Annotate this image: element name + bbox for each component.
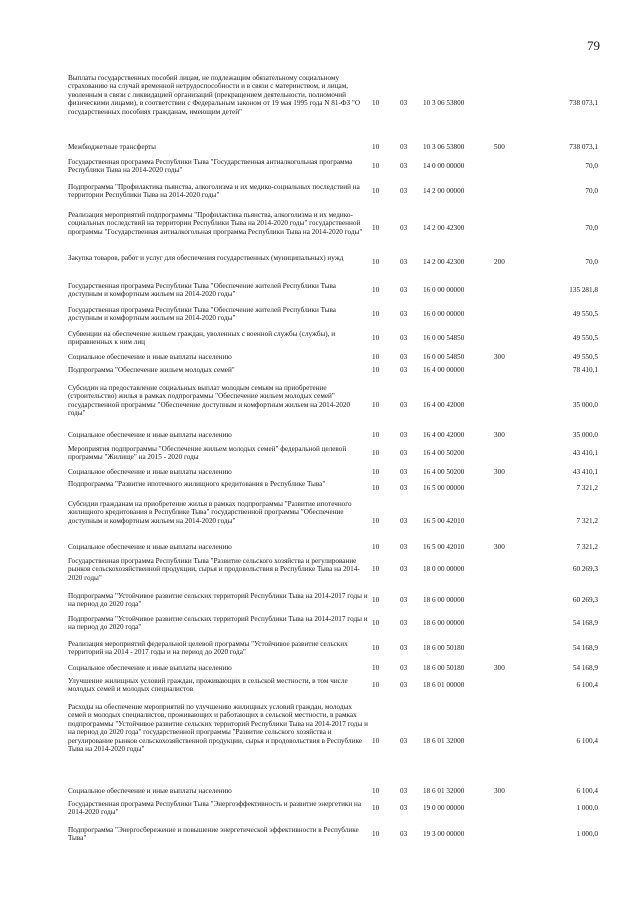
page-number: 79 <box>587 38 600 53</box>
row-name: Государственная программа Республики Тыва "Обеспечение жителей Республики Тыва доступным и комфортным жильем на 2014-2020 годы" <box>68 282 336 299</box>
row-name: Подпрограмма "Устойчивое развитие сельских территорий Республики Тыва на 2014-2017 годы и на период до 2020 года" <box>68 615 368 632</box>
row-name: Государственная программа Республики Тыва "Энергоэффективность и развитие энергетики на 2014-2020 годы" <box>68 800 362 817</box>
row-name: Подпрограмма "Профилактика пьянства, алкоголизма и их медико-социальных последствий на территории Республики Тыва на 2014-2020 годы" <box>68 183 360 200</box>
row-name: Реализация мероприятий федеральной целевой программы "Устойчивое развитие сельских территорий на 2014 - 2017 годы и на период до 2020 года" <box>68 640 348 657</box>
row-name: Субвенции на обеспечение жильем граждан, уволенных с военной службы (службы), и приравненных к ним лиц <box>68 330 336 347</box>
row-name: Мероприятия подпрограммы "Обеспечение жильем молодых семей" федеральной целевой программы "Жилище" на 2015 - 2020 годы <box>68 445 347 462</box>
row-name: Подпрограмма "Обеспечение жильем молодых семей" <box>68 366 235 374</box>
row-name: Социальное обеспечение и иные выплаты населению <box>68 787 232 795</box>
row-name: Государственная программа Республики Тыва "Обеспечение жителей Республики Тыва доступным и комфортным жильем на 2014-2020 годы" <box>68 306 336 323</box>
row-name: Социальное обеспечение и иные выплаты населению <box>68 431 232 439</box>
row-name: Социальное обеспечение и иные выплаты населению <box>68 543 232 551</box>
row-name: Расходы на обеспечение мероприятий по улучшению жилищных условий граждан, молодых семей и молодых специалистов, проживающих и работающих в сельской местности, в рамках подпрограммы "Устойчивое развитие сельских территорий Республики Тыва на 2014-2017 годы и на период до 2020 года" государственной программы "Развитие сельского хозяйства и регулирование рынков сельскохозяйственной продукции, сырья и продовольствия в Республике Тыва на 2014-2020 годы" <box>68 703 368 754</box>
row-name: Выплаты государственных пособий лицам, не подлежащим обязательному социальному страхованию на случай временной нетрудоспособности и в связи с материнством, и лицам, уволенным в связи с ликвидацией организаций (прекращением деятельности, полномочий физическими лицами), в соответствии с Федеральным законом от 19 мая 1995 года N 81-ФЗ "О государственных пособиях гражданам, имеющим детей" <box>68 74 361 116</box>
budget-table: Выплаты государственных пособий лицам, не подлежащим обязательному социальному страхованию на случай временной нетрудоспособности и в связи с материнством, и лицам, уволенным в связи с ликвидацией организаций (прекращением деятельности, полномочий физическими лицами), в соответствии с Федеральным законом от 19 мая 1995 года N 81-ФЗ "О государственных пособиях гражданам, имеющим детей" 10 03 10 3 06 53800 738 073,1 Межбюджетные трансферты 10 03 10 3 06 53800 500 738 073,1 Государственная программа Республики Тыва "Государственная антиалкогольная программа Республики Тыва на 2014-2020 годы" 10 03 14 0 00 00000 70,0 Подпрограмма "Профилактика пьянства, алкоголизма и их медико-социальных последствий на территории Республики Тыва на 2014-2020 годы" 10 03 14 2 00 00000 70,0 Реализация мероприятий подпрограммы "Профилактика пьянства, алкоголизма и их медико-социальных последствий на территории Республики Тыва на 2014-2020 годы" государственной программы "Государственная антиалкогольная программа Республики Тыва на 2014-2020 годы" 10 03 14 2 00 42300 70,0 Закупка товаров, работ и услуг для обеспечения государственных (муниципальных) нужд 10 03 14 2 00 42300 200 70,0 Государственная программа Республики Тыва "Обеспечение жителей Республики Тыва доступным и комфортным жильем на 2014-2020 годы" 10 03 16 0 00 00000 135 281,8 Государственная программа Республики Тыва "Обеспечение жителей Республики Тыва доступным и комфортным жильем на 2014-2020 годы" 10 03 16 0 00 00000 49 550,5 Субвенции на обеспечение жильем граждан, уволенных с военной службы (службы), и приравненных к ним лиц 10 03 16 0 00 54850 49 550,5 Социальное обеспечение и иные выплаты населению 10 03 16 0 00 54850 300 49 550,5 Подпрограмма "Обеспечение жильем молодых семей" 10 03 16 4 00 00000 78 410,1 Субсидии на предоставление социальных выплат молодым семьям на приобретение (строительство) жилья в рамках подпрограммы "Обеспечение жильем молодых семей" государственной программы "Обеспечение доступным и комфортным жильем на 2014-2020 годы" 10 03 16 4 00 42000 35 000,0 Социальное обеспечение и иные выплаты населению 10 03 16 4 00 42000 300 35 000,0 Мероприятия подпрограммы "Обеспечение жильем молодых семей" федеральной целевой программы "Жилище" на 2015 - 2020 годы 10 03 16 4 00 50200 43 410,1 Социальное обеспечение и иные выплаты населению 10 03 16 4 00 50200 300 43 410,1 Подпрограмма "Развитие ипотечного жилищного кредитования в Республике Тыва" 10 03 16 5 00 00000 7 321,2 Субсидии гражданам на приобретение жилья в рамках подпрограммы "Развитие ипотечного жилищного кредитования в Республике Тыва" государственной программы "Обеспечение доступным и комфортным жильем на 2014-2020 годы" 10 03 16 5 00 42010 7 321,2 Социальное обеспечение и иные выплаты населению 10 03 16 5 00 42010 300 7 321,2 Государственная программа Республики Тыва "Развитие сельского хозяйства и регулирование рынков сельскохозяйственной продукции, сырья и продовольствия в Республике Тыва на 2014-2020 годы" 10 03 18 0 00 00000 60 269,3 Подпрограмма "Устойчивое развитие сельских территорий Республики Тыва на 2014-2017 годы и на период до 2020 года" 10 03 18 6 00 00000 60 269,3 Подпрограмма "Устойчивое развитие сельских территорий Республики Тыва на 2014-2017 годы и на период до 2020 года" 10 03 18 6 00 00000 54 168,9 Реализация мероприятий федеральной целевой программы "Устойчивое развитие сельских территорий на 2014 - 2017 годы и на период до 2020 года" 10 03 18 6 00 50180 54 168,9 Социальное обеспечение и иные выплаты населению 10 03 18 6 00 50180 300 54 168,9 Улучшение жилищных условий граждан, проживающих в сельской местности, в том числе молодых семей и молодых специалистов 10 03 18 6 01 00000 6 100,4 Расходы на обеспечение мероприятий по улучшению жилищных условий граждан, молодых семей и молодых специалистов, проживающих и работающих в сельской местности, в рамках подпрограммы "Устойчивое развитие сельских территорий Республики Тыва на 2014-2017 годы и на период до 2020 года" государственной программы "Развитие сельского хозяйства и регулирование рынков сельскохозяйственной продукции, сырья и продовольствия в Республике Тыва на 2014-2020 годы" 10 03 18 6 01 32000 6 100,4 Социальное обеспечение и иные выплаты населению 10 03 18 6 01 32000 300 6 100,4 Государственная программа Республики Тыва "Энергоэффективность и развитие энергетики на 2014-2020 годы" 10 03 19 0 00 00000 1 000,0 Подпрограмма "Энергосбережение и повышение энергетической эффективности в Республике Тыва" 10 03 19 3 00 00000 1 000,0 <box>68 74 598 843</box>
row-name: Подпрограмма "Устойчивое развитие сельских территорий Республики Тыва на 2014-2017 годы и на период до 2020 года" <box>68 592 368 609</box>
row-name: Социальное обеспечение и иные выплаты населению <box>68 664 232 672</box>
row-name: Реализация мероприятий подпрограммы "Профилактика пьянства, алкоголизма и их медико-социальных последствий на территории Республики Тыва на 2014-2020 годы" государственной программы "Государственная антиалкогольная программа Республики Тыва на 2014-2020 годы" <box>68 211 363 236</box>
row-name: Межбюджетные трансферты <box>68 143 156 151</box>
row-name: Социальное обеспечение и иные выплаты населению <box>68 468 232 476</box>
row-name: Государственная программа Республики Тыва "Развитие сельского хозяйства и регулирование рынков сельскохозяйственной продукции, сырья и продовольствия в Республике Тыва на 2014-2020 годы" <box>68 557 360 582</box>
row-name: Подпрограмма "Энергосбережение и повышение энергетической эффективности в Республике Тыва" <box>68 826 359 843</box>
row-name: Улучшение жилищных условий граждан, проживающих в сельской местности, в том числе молодых семей и молодых специалистов <box>68 677 348 694</box>
row-name: Закупка товаров, работ и услуг для обеспечения государственных (муниципальных) нужд <box>68 254 344 262</box>
row-name: Подпрограмма "Развитие ипотечного жилищного кредитования в Республике Тыва" <box>68 480 326 488</box>
row-name: Государственная программа Республики Тыва "Государственная антиалкогольная программа Республики Тыва на 2014-2020 годы" <box>68 158 353 175</box>
row-name: Субсидии гражданам на приобретение жилья в рамках подпрограммы "Развитие ипотечного жилищного кредитования в Республике Тыва" государственной программы "Обеспечение доступным и комфортным жильем на 2014-2020 годы" <box>68 500 352 525</box>
row-name: Субсидии на предоставление социальных выплат молодым семьям на приобретение (строительство) жилья в рамках подпрограммы "Обеспечение жильем молодых семей" государственной программы "Обеспечение доступным и комфортным жильем на 2014-2020 годы" <box>68 384 351 418</box>
row-name: Социальное обеспечение и иные выплаты населению <box>68 353 232 361</box>
